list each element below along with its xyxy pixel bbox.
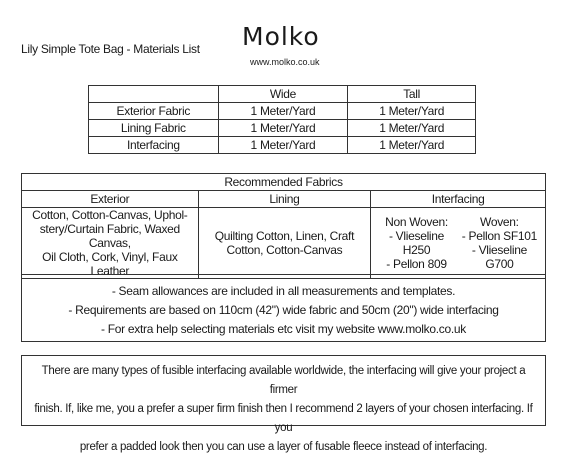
table-cell: 1 Meter/Yard [348, 103, 476, 120]
notes-box [21, 274, 546, 342]
table-row [89, 103, 476, 120]
note-line: - Seam allowances are included in all measurements and templates. [111, 284, 456, 298]
table-row [22, 208, 546, 279]
interfacing-note-box [21, 355, 546, 453]
header-cell-exterior: Exterior [22, 191, 199, 208]
non-woven-list [375, 215, 458, 271]
header-cell-interfacing: Interfacing [371, 191, 546, 208]
exterior-line: Oil Cloth, Cork, Vinyl, Faux Leather [42, 250, 178, 278]
note-line: - For extra help selecting materials etc visit my website www.molko.co.uk [101, 322, 466, 336]
table-title: Recommended Fabrics [22, 174, 546, 191]
woven-heading: Woven: [480, 215, 519, 229]
table-cell: 1 Meter/Yard [348, 137, 476, 154]
paragraph-line: There are many types of fusible interfacing available worldwide, the interfacing will give your project a firmer [41, 365, 526, 396]
paragraph-line: finish. If, like me, you a prefer a super firm finish then I recommend 2 layers of your chosen interfacing. If you [34, 403, 533, 434]
table-cell: 1 Meter/Yard [218, 120, 348, 137]
row-label: Lining Fabric [89, 120, 219, 137]
lining-line: Cotton, Cotton-Canvas [226, 243, 343, 257]
lining-line: Quilting Cotton, Linen, Craft [214, 229, 355, 243]
header-cell-tall: Tall [348, 86, 476, 103]
table-cell: 1 Meter/Yard [348, 120, 476, 137]
note-line: - Requirements are based on 110cm (42") wide fabric and 50cm (20") wide interfacing [68, 303, 499, 317]
table-header-row [89, 86, 476, 103]
woven-list [458, 215, 541, 271]
recommended-fabrics-table [21, 173, 546, 279]
interfacing-cell [371, 208, 546, 279]
exterior-fabrics-cell [22, 208, 199, 279]
header-cell-empty [89, 86, 219, 103]
non-woven-heading: Non Woven: [385, 215, 448, 229]
row-label: Interfacing [89, 137, 219, 154]
header-cell-lining: Lining [198, 191, 371, 208]
non-woven-item: - Vlieseline H250 [388, 229, 445, 257]
table-row [89, 137, 476, 154]
header-cell-wide: Wide [218, 86, 348, 103]
woven-item: - Pellon SF101 [461, 229, 537, 243]
website-url: www.molko.co.uk [250, 57, 320, 67]
table-row [89, 120, 476, 137]
document-title: Lily Simple Tote Bag - Materials List [21, 42, 200, 56]
materials-table [88, 85, 476, 154]
exterior-line: Cotton, Cotton-Canvas, Uphol- [32, 208, 188, 222]
lining-fabrics-cell [198, 208, 371, 279]
paragraph-line: prefer a padded look then you can use a layer of fusable fleece instead of interfacing. [79, 441, 488, 453]
non-woven-item: - Pellon 809 [386, 257, 447, 271]
brand-logo: Molko [242, 22, 320, 51]
woven-item: - Vlieseline G700 [471, 243, 527, 271]
table-header-row [22, 191, 546, 208]
table-cell: 1 Meter/Yard [218, 137, 348, 154]
exterior-line: stery/Curtain Fabric, Waxed Canvas, [39, 222, 180, 250]
table-cell: 1 Meter/Yard [218, 103, 348, 120]
table-title-row [22, 174, 546, 191]
row-label: Exterior Fabric [89, 103, 219, 120]
